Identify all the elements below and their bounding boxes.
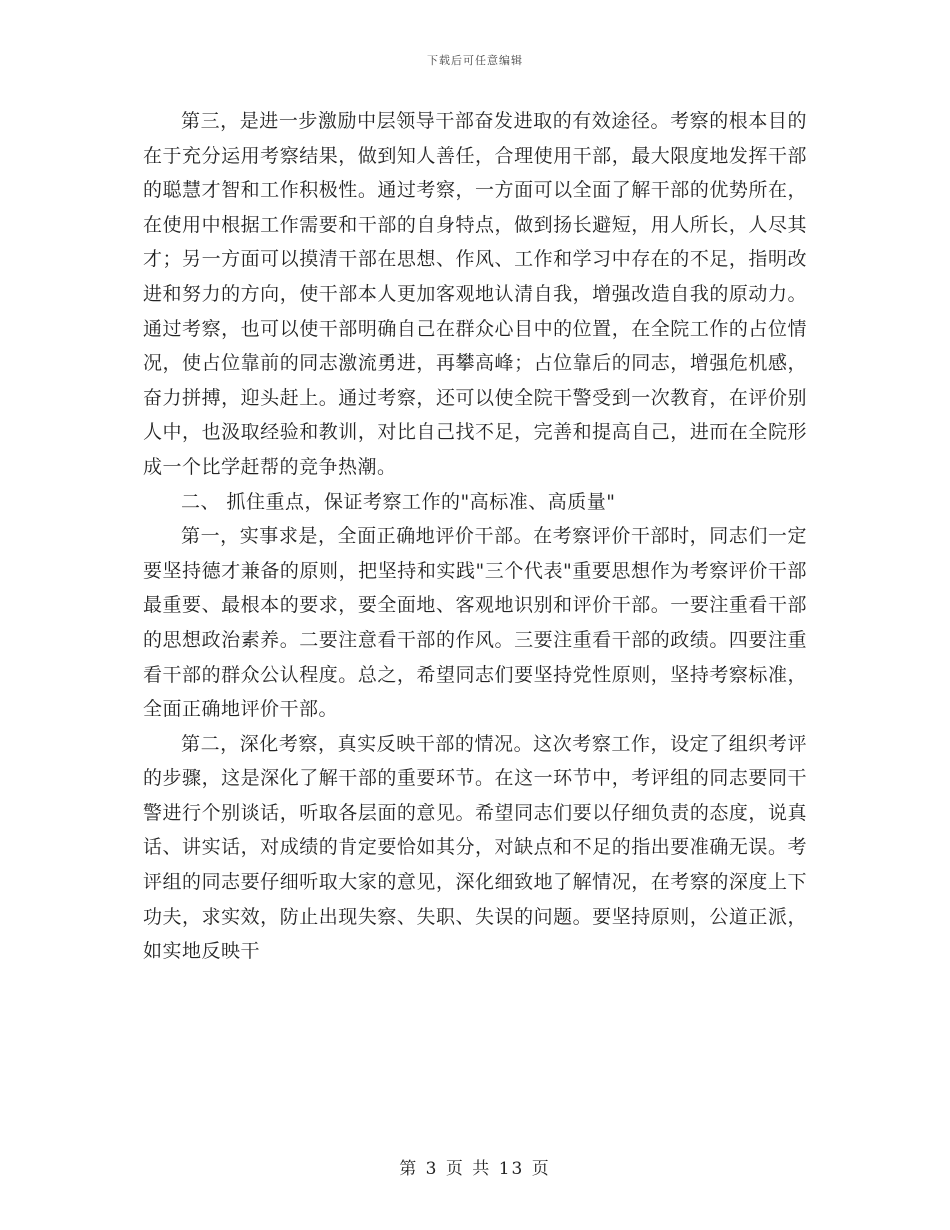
- paragraph-second-point: 第二，深化考察，真实反映干部的情况。这次考察工作，设定了组织考评的步骤，这是深化了解干部的重要环节。在这一环节中，考评组的同志要同干警进行个别谈话，听取各层面的意见。希望同志们要以仔细负责的态度，说真话、讲实话，对成绩的肯定要恰如其分，对缺点和不足的指出要准确无误。考评组的同志要仔细听取大家的意见，深化细致地了解情况，在考察的深度上下功夫，求实效，防止出现失察、失职、失误的问题。要坚持原则，公道正派，如实地反映干: [143, 732, 807, 963]
- document-body: [143, 104, 807, 969]
- paragraph-first-point: 第一，实事求是，全面正确地评价干部。在考察评价干部时，同志们一定要坚持德才兼备的原则，把坚持和实践"三个代表"重要思想作为考察评价干部最重要、最根本的要求，要全面地、客观地识别和评价干部。一要注重看干部的思想政治素养。二要注意看干部的作风。三要注重看干部的政绩。四要注重看干部的群众公认程度。总之，希望同志们要坚持党性原则，坚持考察标准，全面正确地评价干部。: [143, 525, 807, 721]
- paragraph-third-point: 第三，是进一步激励中层领导干部奋发进取的有效途径。考察的根本目的在于充分运用考察结果，做到知人善任，合理使用干部，最大限度地发挥干部的聪慧才智和工作积极性。通过考察，一方面可以全面了解干部的优势所在，在使用中根据工作需要和干部的自身特点，做到扬长避短，用人所长，人尽其才；另一方面可以摸清干部在思想、作风、工作和学习中存在的不足，指明改进和努力的方向，使干部本人更加客观地认清自我，增强改造自我的原动力。通过考察，也可以使干部明确自己在群众心目中的位置，在全院工作的占位情况，使占位靠前的同志激流勇进，再攀高峰；占位靠后的同志，增强危机感，奋力拼搏，迎头赶上。通过考察，还可以使全院干警受到一次教育，在评价别人中，也汲取经验和教训，对比自己找不足，完善和提高自己，进而在全院形成一个比学赶帮的竞争热潮。: [143, 110, 807, 478]
- page-header: 下载后可任意编辑: [427, 54, 523, 67]
- page-number-footer: 第 3 页 共 13 页: [399, 1159, 551, 1179]
- section-heading-two: 二、 抓住重点，保证考察工作的"高标准、高质量": [181, 490, 616, 513]
